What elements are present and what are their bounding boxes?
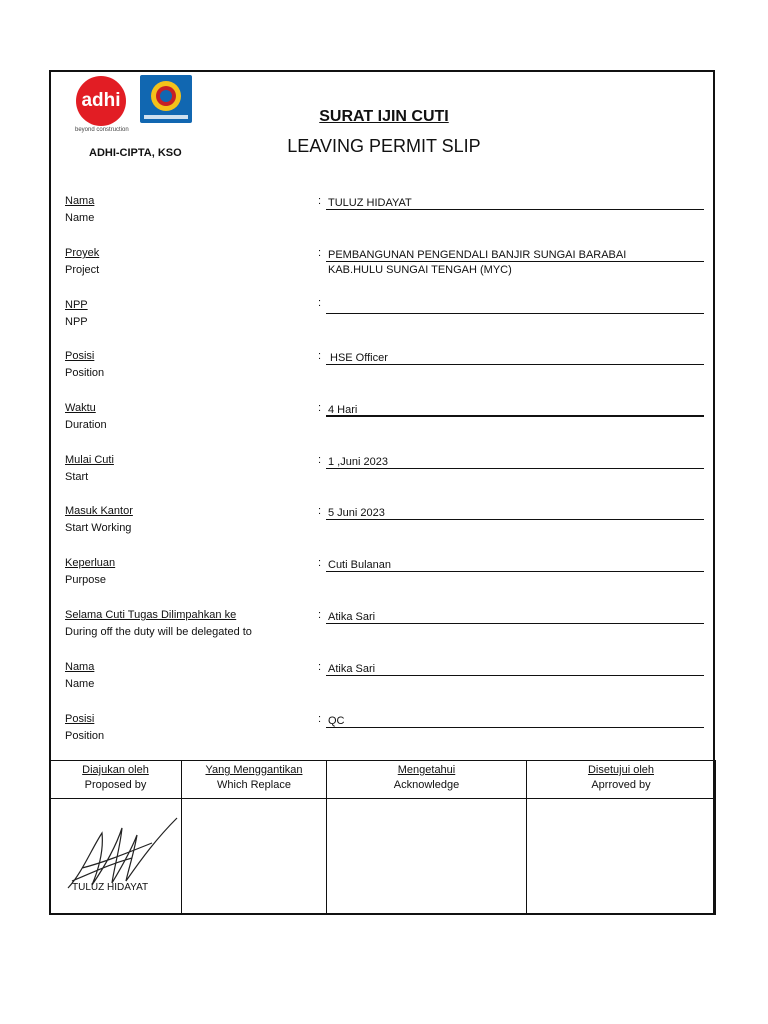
cipta-logo (140, 75, 192, 123)
field-posisi-label (65, 350, 104, 380)
signature-cell-acknowledge (327, 799, 527, 915)
field-delegasi-value: Atika Sari (326, 610, 704, 624)
label-en: Position (65, 367, 105, 379)
field-masuk-label (65, 505, 133, 535)
field-npp-label (65, 299, 88, 329)
label-en: Project (65, 264, 100, 276)
signature-header-cell (182, 761, 327, 799)
header-label-id: Diajukan oleh (82, 764, 149, 776)
label-id: Keperluan (65, 557, 116, 569)
colon: : (318, 350, 322, 362)
header-label-id: Mengetahui (397, 764, 456, 776)
adhi-logo (76, 76, 126, 126)
label-en: Start Working (65, 522, 132, 534)
signature-cell-replace (182, 799, 327, 915)
signature-header-cell (527, 761, 716, 799)
field-nama-label (65, 195, 94, 225)
label-id: Masuk Kantor (65, 505, 133, 517)
field-posisi2-label (65, 713, 104, 743)
signer-name: TULUZ HIDAYAT (72, 882, 149, 893)
label-id: Posisi (65, 350, 95, 362)
field-proyek-value-line2: KAB.HULU SUNGAI TENGAH (MYC) (328, 264, 512, 276)
label-id: Nama (65, 195, 95, 207)
label-en: Name (65, 212, 95, 224)
signature-row (50, 799, 716, 915)
company-name: ADHI-CIPTA, KSO (89, 147, 182, 159)
document-title: SURAT IJIN CUTI (319, 108, 449, 125)
signature-cell-approved (527, 799, 716, 915)
colon: : (318, 505, 322, 517)
colon: : (318, 195, 322, 207)
header-label-en: Proposed by (84, 779, 147, 791)
field-waktu-label (65, 402, 107, 432)
label-en: Duration (65, 419, 107, 431)
field-posisi-value: HSE Officer (326, 351, 704, 365)
signature-table (49, 760, 716, 915)
signature-cell-proposed (50, 799, 182, 915)
colon: : (318, 609, 322, 621)
label-id: Waktu (65, 402, 96, 414)
field-waktu-value: 4 Hari (326, 403, 704, 417)
field-proyek-label (65, 247, 99, 277)
label-en: Purpose (65, 574, 106, 586)
header-label-id: Disetujui oleh (587, 764, 655, 776)
header-label-en: Aprroved by (591, 779, 651, 791)
label-id: Nama (65, 661, 95, 673)
label-en: Start (65, 471, 89, 483)
cipta-emblem-icon (140, 75, 192, 123)
label-id: Posisi (65, 713, 95, 725)
field-nama2-value: Atika Sari (326, 662, 704, 676)
field-nama-value: TULUZ HIDAYAT (326, 196, 704, 210)
field-proyek-value: PEMBANGUNAN PENGENDALI BANJIR SUNGAI BARABAI (326, 248, 704, 262)
colon: : (318, 247, 322, 259)
field-posisi2-value: QC (326, 714, 704, 728)
field-mulai-value: 1 ,Juni 2023 (326, 455, 704, 469)
label-id: Proyek (65, 247, 100, 259)
field-nama2-label (65, 661, 94, 691)
label-id: NPP (65, 299, 88, 311)
field-npp-value (326, 300, 704, 314)
document-subtitle: LEAVING PERMIT SLIP (287, 136, 481, 156)
header-label-en: Acknowledge (393, 779, 460, 791)
field-delegasi-label (65, 609, 252, 639)
adhi-logo-text: adhi (81, 90, 121, 111)
label-en: NPP (65, 316, 88, 328)
field-mulai-label (65, 454, 114, 484)
signature-header-cell (50, 761, 182, 799)
field-masuk-value: 5 Juni 2023 (326, 506, 704, 520)
colon: : (318, 297, 322, 309)
field-keperluan-value: Cuti Bulanan (326, 558, 704, 572)
label-en: During off the duty will be delegated to (65, 626, 252, 638)
adhi-tagline: beyond construction (75, 127, 129, 133)
header-label-id: Yang Menggantikan (205, 764, 303, 776)
signature-header-row (50, 761, 716, 799)
header-label-en: Which Replace (217, 779, 291, 791)
handwritten-signature-icon (62, 813, 182, 893)
colon: : (318, 661, 322, 673)
signature-header-cell (327, 761, 527, 799)
label-id: Mulai Cuti (65, 454, 114, 466)
colon: : (318, 557, 322, 569)
colon: : (318, 454, 322, 466)
label-en: Position (65, 730, 105, 742)
colon: : (318, 402, 322, 414)
label-id: Selama Cuti Tugas Dilimpahkan ke (65, 609, 237, 621)
colon: : (318, 713, 322, 725)
label-en: Name (65, 678, 95, 690)
field-keperluan-label (65, 557, 115, 587)
